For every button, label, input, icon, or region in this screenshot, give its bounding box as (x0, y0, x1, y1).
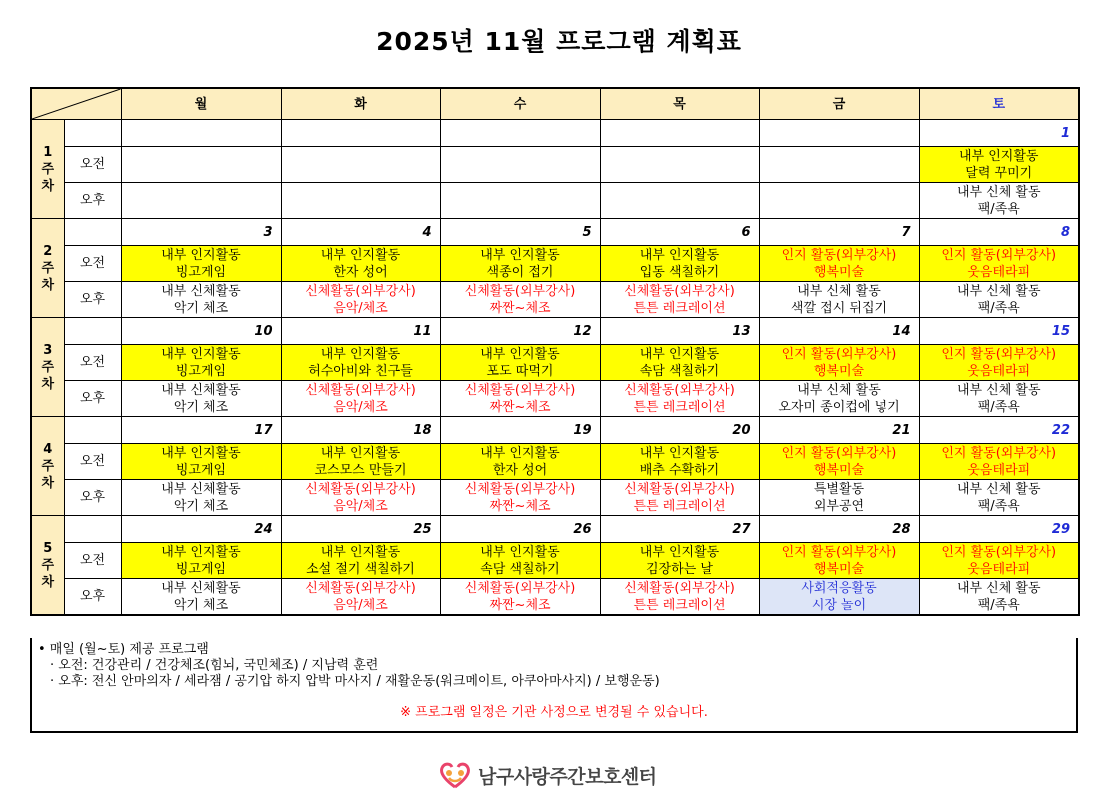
date-row (31, 120, 1079, 147)
program-title: 웃음테라피 (967, 363, 1031, 379)
program-category: 내부 인지활동 (161, 247, 241, 263)
program-cell-wed (440, 381, 600, 417)
program-cell-thu (600, 282, 759, 318)
program-category: 내부 신체 활동 (956, 184, 1041, 200)
program-category: 신체활동(외부강사) (305, 283, 416, 299)
program-cell-thu (600, 183, 759, 219)
program-cell-mon (121, 579, 281, 616)
notes-daily-heading: • 매일 (월~토) 제공 프로그램 (38, 642, 209, 657)
program-title: 팩/족욕 (977, 597, 1020, 613)
program-cell-tue (281, 282, 440, 318)
date-row-label (64, 417, 121, 444)
date-sat: 8 (919, 219, 1079, 246)
program-category: 내부 신체 활동 (797, 382, 881, 398)
afternoon-label: 오후 (64, 480, 121, 516)
program-category: 신체활동(외부강사) (624, 580, 735, 596)
program-category: 내부 신체 활동 (797, 283, 881, 299)
program-cell-thu (600, 345, 759, 381)
program-category: 내부 인지활동 (320, 544, 401, 560)
program-category: 내부 인지활동 (639, 445, 720, 461)
program-category: 신체활동(외부강사) (305, 481, 416, 497)
afternoon-row (31, 183, 1079, 219)
program-cell-mon (121, 543, 281, 579)
program-title: 빙고게임 (175, 264, 227, 280)
program-category: 신체활동(외부강사) (464, 382, 576, 398)
program-category: 신체활동(외부강사) (464, 481, 576, 497)
program-title: 튼튼 레크레이션 (633, 597, 726, 613)
program-title: 행복미술 (813, 363, 865, 379)
program-cell-tue (281, 345, 440, 381)
afternoon-label: 오후 (64, 579, 121, 616)
program-title: 음악/체조 (333, 300, 388, 316)
program-cell-fri (759, 579, 919, 616)
program-title: 외부공연 (813, 498, 865, 514)
afternoon-row (31, 579, 1079, 616)
notes-warning: ※ 프로그램 일정은 기관 사정으로 변경될 수 있습니다. (400, 705, 708, 720)
program-title: 악기 체조 (173, 300, 229, 316)
morning-row (31, 543, 1079, 579)
program-title: 코스모스 만들기 (314, 462, 407, 478)
program-cell-sat (919, 183, 1079, 219)
notes-box (30, 638, 1078, 733)
date-wed: 12 (440, 318, 600, 345)
program-title: 튼튼 레크레이션 (633, 498, 726, 514)
program-title: 짜짠~체조 (489, 300, 551, 316)
program-title: 시장 놀이 (811, 597, 867, 613)
date-tue (281, 120, 440, 147)
program-cell-mon (121, 147, 281, 183)
program-title: 김장하는 날 (646, 561, 713, 577)
date-fri: 21 (759, 417, 919, 444)
program-title: 배추 수확하기 (639, 462, 720, 478)
program-category: 내부 인지활동 (639, 544, 720, 560)
date-tue: 18 (281, 417, 440, 444)
program-title: 팩/족욕 (977, 399, 1020, 415)
program-title: 짜짠~체조 (489, 498, 551, 514)
program-category: 내부 인지활동 (480, 346, 560, 362)
date-mon: 17 (121, 417, 281, 444)
program-category: 인지 활동(외부강사) (781, 445, 897, 461)
day-header-thu: 목 (600, 88, 759, 120)
afternoon-label: 오후 (64, 381, 121, 417)
week-label: 1 주 차 (31, 120, 64, 219)
program-title: 팩/족욕 (977, 300, 1020, 316)
program-cell-fri (759, 543, 919, 579)
program-cell-tue (281, 246, 440, 282)
program-category: 내부 인지활동 (959, 148, 1039, 164)
week-label: 5 주 차 (31, 516, 64, 616)
date-thu: 27 (600, 516, 759, 543)
program-category: 내부 인지활동 (320, 346, 401, 362)
day-header-sat: 토 (919, 88, 1079, 120)
date-row (31, 417, 1079, 444)
morning-label: 오전 (64, 246, 121, 282)
date-thu: 6 (600, 219, 759, 246)
date-fri: 7 (759, 219, 919, 246)
date-tue: 11 (281, 318, 440, 345)
date-wed: 5 (440, 219, 600, 246)
program-cell-sat (919, 543, 1079, 579)
program-category: 신체활동(외부강사) (464, 580, 576, 596)
program-cell-mon (121, 381, 281, 417)
program-cell-sat (919, 444, 1079, 480)
program-cell-tue (281, 543, 440, 579)
program-cell-thu (600, 480, 759, 516)
program-category: 인지 활동(외부강사) (941, 445, 1057, 461)
date-row-label (64, 120, 121, 147)
program-title: 색깔 접시 뒤집기 (790, 300, 888, 316)
program-category: 내부 신체 활동 (956, 481, 1041, 497)
program-title: 오자미 종이컵에 넣기 (778, 399, 900, 415)
program-cell-sat (919, 246, 1079, 282)
day-header-tue: 화 (281, 88, 440, 120)
program-title: 빙고게임 (175, 462, 227, 478)
program-cell-tue (281, 381, 440, 417)
date-row-label (64, 219, 121, 246)
program-cell-tue (281, 579, 440, 616)
program-cell-sat (919, 579, 1079, 616)
program-cell-sat (919, 282, 1079, 318)
program-cell-sat (919, 147, 1079, 183)
day-header-wed: 수 (440, 88, 600, 120)
date-row (31, 318, 1079, 345)
program-title: 튼튼 레크레이션 (633, 399, 726, 415)
program-cell-sat (919, 381, 1079, 417)
program-cell-wed (440, 183, 600, 219)
notes-morning: · 오전: 건강관리 / 건강체조(힘뇌, 국민체조) / 지남력 훈련 (50, 658, 379, 673)
program-cell-wed (440, 480, 600, 516)
program-title: 팩/족욕 (977, 498, 1020, 514)
afternoon-row (31, 480, 1079, 516)
program-cell-thu (600, 579, 759, 616)
morning-row (31, 345, 1079, 381)
program-category: 신체활동(외부강사) (624, 382, 735, 398)
header-corner (31, 88, 121, 120)
program-cell-mon (121, 183, 281, 219)
program-category: 인지 활동(외부강사) (941, 346, 1057, 362)
date-fri (759, 120, 919, 147)
morning-row (31, 246, 1079, 282)
date-row (31, 516, 1079, 543)
program-category: 내부 신체 활동 (956, 580, 1041, 596)
program-title: 짜짠~체조 (489, 597, 551, 613)
program-category: 신체활동(외부강사) (624, 283, 735, 299)
program-cell-sat (919, 345, 1079, 381)
program-title: 음악/체조 (333, 399, 388, 415)
program-title: 달력 꾸미기 (965, 165, 1033, 181)
program-title: 튼튼 레크레이션 (633, 300, 726, 316)
program-category: 특별활동 (813, 481, 865, 497)
program-category: 내부 인지활동 (480, 544, 560, 560)
program-category: 인지 활동(외부강사) (781, 247, 897, 263)
program-cell-wed (440, 282, 600, 318)
program-category: 내부 인지활동 (161, 346, 241, 362)
program-title: 빙고게임 (175, 363, 227, 379)
program-cell-mon (121, 444, 281, 480)
morning-label: 오전 (64, 444, 121, 480)
program-title: 행복미술 (813, 561, 865, 577)
afternoon-label: 오후 (64, 183, 121, 219)
program-cell-thu (600, 543, 759, 579)
program-title: 행복미술 (813, 462, 865, 478)
program-category: 인지 활동(외부강사) (781, 544, 897, 560)
program-title: 웃음테라피 (967, 264, 1031, 280)
program-cell-thu (600, 381, 759, 417)
week-label: 3 주 차 (31, 318, 64, 417)
program-cell-wed (440, 579, 600, 616)
program-cell-wed (440, 543, 600, 579)
program-cell-mon (121, 282, 281, 318)
day-header-row (31, 88, 1079, 120)
program-title: 속담 색칠하기 (480, 561, 560, 577)
program-category: 내부 인지활동 (639, 346, 720, 362)
program-category: 내부 인지활동 (161, 445, 241, 461)
program-title: 한자 성어 (492, 462, 548, 478)
date-thu: 13 (600, 318, 759, 345)
morning-label: 오전 (64, 147, 121, 183)
date-mon: 3 (121, 219, 281, 246)
date-sat: 22 (919, 417, 1079, 444)
program-category: 내부 신체활동 (161, 283, 241, 299)
date-sat: 1 (919, 120, 1079, 147)
afternoon-row (31, 381, 1079, 417)
center-name: 남구사랑주간보호센터 (478, 765, 657, 788)
program-cell-tue (281, 147, 440, 183)
program-category: 내부 인지활동 (480, 247, 560, 263)
morning-label: 오전 (64, 543, 121, 579)
program-cell-fri (759, 246, 919, 282)
program-title: 웃음테라피 (967, 561, 1031, 577)
afternoon-label: 오후 (64, 282, 121, 318)
program-title: 악기 체조 (173, 597, 229, 613)
date-sat: 29 (919, 516, 1079, 543)
program-cell-tue (281, 480, 440, 516)
program-category: 인지 활동(외부강사) (781, 346, 897, 362)
program-cell-wed (440, 444, 600, 480)
program-title: 팩/족욕 (977, 201, 1020, 217)
afternoon-row (31, 282, 1079, 318)
program-title: 입동 색칠하기 (639, 264, 720, 280)
program-cell-thu (600, 444, 759, 480)
program-category: 내부 신체활동 (161, 580, 241, 596)
program-category: 신체활동(외부강사) (305, 382, 416, 398)
program-cell-sat (919, 480, 1079, 516)
morning-row (31, 444, 1079, 480)
program-cell-fri (759, 444, 919, 480)
program-title: 악기 체조 (173, 399, 229, 415)
program-title: 소설 절기 색칠하기 (306, 561, 415, 577)
day-header-fri: 금 (759, 88, 919, 120)
program-category: 신체활동(외부강사) (624, 481, 735, 497)
date-row-label (64, 318, 121, 345)
date-tue: 25 (281, 516, 440, 543)
program-category: 내부 신체 활동 (956, 283, 1041, 299)
program-category: 내부 인지활동 (480, 445, 560, 461)
program-title: 악기 체조 (173, 498, 229, 514)
program-category: 내부 인지활동 (320, 247, 401, 263)
program-category: 내부 신체활동 (161, 481, 241, 497)
program-title: 음악/체조 (333, 597, 388, 613)
date-row-label (64, 516, 121, 543)
program-category: 사회적응활동 (801, 580, 877, 596)
morning-row (31, 147, 1079, 183)
date-fri: 14 (759, 318, 919, 345)
heart-people-logo-icon (438, 761, 472, 789)
date-tue: 4 (281, 219, 440, 246)
program-cell-fri (759, 147, 919, 183)
program-title: 한자 성어 (333, 264, 388, 280)
program-title: 짜짠~체조 (489, 399, 551, 415)
program-category: 내부 신체활동 (161, 382, 241, 398)
program-category: 내부 신체 활동 (956, 382, 1041, 398)
program-cell-fri (759, 381, 919, 417)
program-category: 인지 활동(외부강사) (941, 544, 1057, 560)
day-header-mon: 월 (121, 88, 281, 120)
program-category: 내부 인지활동 (639, 247, 720, 263)
program-cell-mon (121, 480, 281, 516)
program-category: 신체활동(외부강사) (464, 283, 576, 299)
program-cell-fri (759, 282, 919, 318)
program-category: 내부 인지활동 (320, 445, 401, 461)
page-title: 2025년 11월 프로그램 계획표 (376, 27, 742, 56)
date-mon: 24 (121, 516, 281, 543)
program-title: 포도 따먹기 (486, 363, 554, 379)
morning-label: 오전 (64, 345, 121, 381)
program-category: 내부 인지활동 (161, 544, 241, 560)
program-title: 속담 색칠하기 (639, 363, 720, 379)
program-cell-wed (440, 345, 600, 381)
notes-afternoon: · 오후: 전신 안마의자 / 세라잼 / 공기압 하지 압박 마사지 / 재활운동(워크메이트, 아쿠아마사지) / 보행운동) (50, 674, 660, 689)
date-sat: 15 (919, 318, 1079, 345)
program-title: 웃음테라피 (967, 462, 1031, 478)
program-cell-fri (759, 480, 919, 516)
program-category: 인지 활동(외부강사) (941, 247, 1057, 263)
program-title: 색종이 접기 (486, 264, 554, 280)
program-cell-thu (600, 147, 759, 183)
program-cell-mon (121, 246, 281, 282)
week-label: 2 주 차 (31, 219, 64, 318)
date-fri: 28 (759, 516, 919, 543)
program-title: 빙고게임 (175, 561, 227, 577)
program-cell-wed (440, 246, 600, 282)
date-row (31, 219, 1079, 246)
date-mon (121, 120, 281, 147)
program-cell-tue (281, 444, 440, 480)
schedule-table (30, 87, 1080, 616)
date-mon: 10 (121, 318, 281, 345)
date-wed: 19 (440, 417, 600, 444)
program-cell-wed (440, 147, 600, 183)
program-cell-tue (281, 183, 440, 219)
date-thu: 20 (600, 417, 759, 444)
program-cell-thu (600, 246, 759, 282)
program-title: 음악/체조 (333, 498, 388, 514)
week-label: 4 주 차 (31, 417, 64, 516)
program-cell-mon (121, 345, 281, 381)
center-logo (438, 760, 657, 790)
program-title: 행복미술 (813, 264, 865, 280)
date-thu (600, 120, 759, 147)
date-wed (440, 120, 600, 147)
program-cell-fri (759, 345, 919, 381)
date-wed: 26 (440, 516, 600, 543)
program-category: 신체활동(외부강사) (305, 580, 416, 596)
program-title: 허수아비와 친구들 (308, 363, 413, 379)
program-cell-fri (759, 183, 919, 219)
